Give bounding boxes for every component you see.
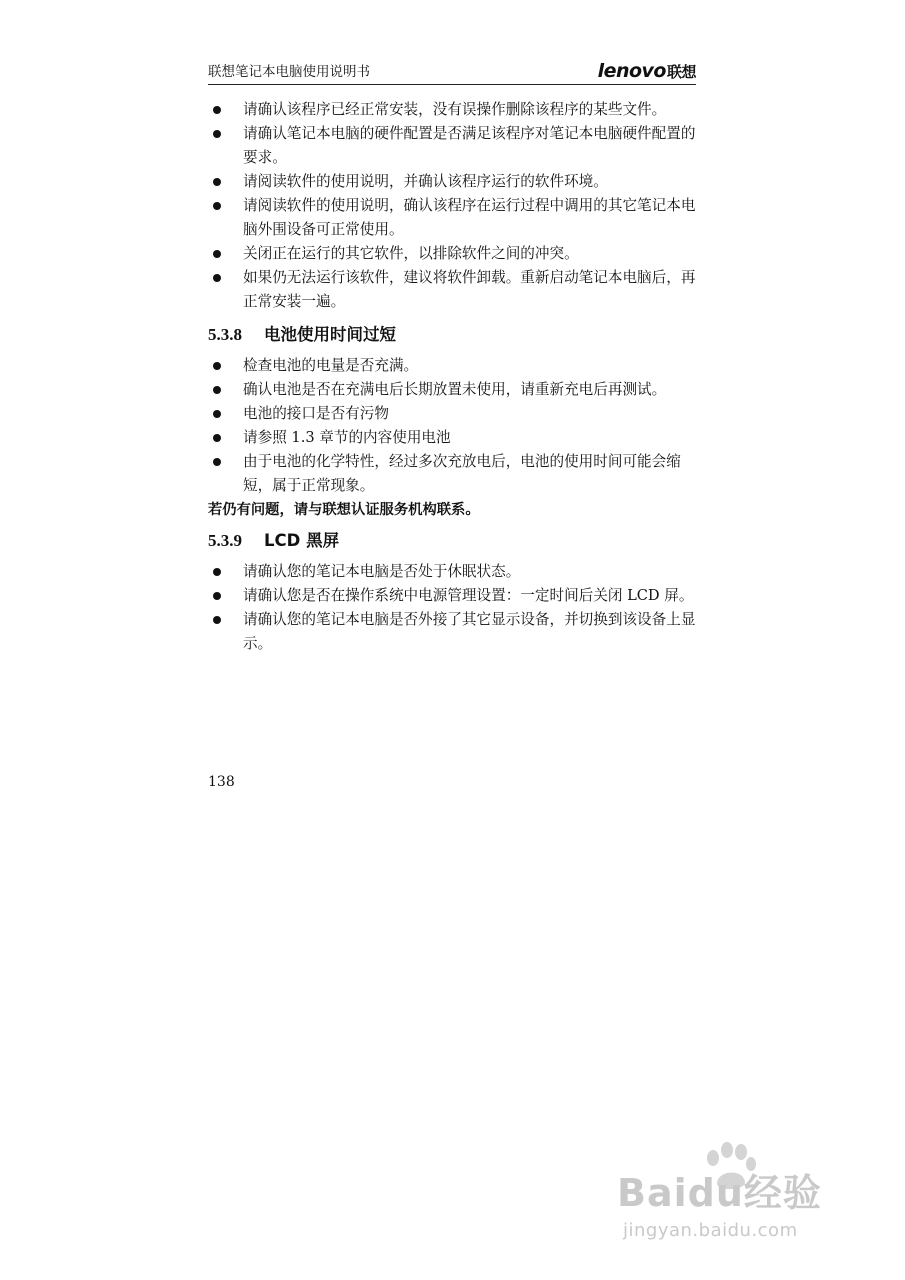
list-item: 确认电池是否在充满电后长期放置未使用，请重新充电后再测试。 — [208, 378, 698, 402]
list-item: 请阅读软件的使用说明，确认该程序在运行过程中调用的其它笔记本电脑外围设备可正常使用。 — [208, 194, 698, 242]
bullet-icon — [213, 362, 221, 370]
baidu-watermark — [617, 1148, 847, 1248]
page-header — [208, 56, 696, 85]
logo-cn-text: 联想 — [666, 63, 696, 81]
section-538-heading — [208, 322, 698, 348]
list-item: 请确认您的笔记本电脑是否处于休眠状态。 — [208, 560, 698, 584]
page-content — [208, 98, 698, 656]
bullet-icon — [213, 274, 221, 282]
list-item: 检查电池的电量是否充满。 — [208, 354, 698, 378]
lcd-checklist — [208, 560, 698, 656]
bullet-icon — [213, 410, 221, 418]
list-item: 请确认您的笔记本电脑是否外接了其它显示设备，并切换到该设备上显示。 — [208, 608, 698, 656]
bullet-icon — [213, 592, 221, 600]
bullet-icon — [213, 568, 221, 576]
list-item: 由于电池的化学特性，经过多次充放电后，电池的使用时间可能会缩短，属于正常现象。 — [208, 450, 698, 498]
bullet-icon — [213, 106, 221, 114]
list-item: 请参照 1.3 章节的内容使用电池 — [208, 426, 698, 450]
list-item: 关闭正在运行的其它软件，以排除软件之间的冲突。 — [208, 242, 698, 266]
section-number: 5.3.9 — [208, 531, 242, 550]
list-item: 请确认该程序已经正常安装，没有误操作删除该程序的某些文件。 — [208, 98, 698, 122]
section-number: 5.3.8 — [208, 325, 242, 344]
list-item: 请确认您是否在操作系统中电源管理设置：一定时间后关闭 LCD 屏。 — [208, 584, 698, 608]
section-title: 电池使用时间过短 — [264, 325, 396, 344]
watermark-brand: Baidu经验 — [617, 1171, 822, 1215]
section-539-heading — [208, 528, 698, 554]
list-item: 如果仍无法运行该软件，建议将软件卸载。重新启动笔记本电脑后，再正常安装一遍。 — [208, 266, 698, 314]
manual-title: 联想笔记本电脑使用说明书 — [208, 64, 370, 80]
bullet-icon — [213, 130, 221, 138]
bullet-icon — [213, 202, 221, 210]
page-number: 138 — [208, 774, 235, 790]
bullet-icon — [213, 434, 221, 442]
watermark-url: jingyan.baidu.com — [623, 1220, 798, 1241]
bullet-icon — [213, 458, 221, 466]
software-checklist — [208, 98, 698, 314]
battery-checklist — [208, 354, 698, 498]
list-item: 电池的接口是否有污物 — [208, 402, 698, 426]
section-title: LCD 黑屏 — [264, 531, 340, 550]
list-item: 请确认笔记本电脑的硬件配置是否满足该程序对笔记本电脑硬件配置的要求。 — [208, 122, 698, 170]
bullet-icon — [213, 616, 221, 624]
lenovo-logo — [598, 60, 696, 82]
bullet-icon — [213, 250, 221, 258]
bullet-icon — [213, 386, 221, 394]
support-note: 若仍有问题，请与联想认证服务机构联系。 — [208, 502, 480, 518]
bullet-icon — [213, 178, 221, 186]
logo-wordmark: lenovo — [597, 60, 666, 82]
list-item: 请阅读软件的使用说明，并确认该程序运行的软件环境。 — [208, 170, 698, 194]
